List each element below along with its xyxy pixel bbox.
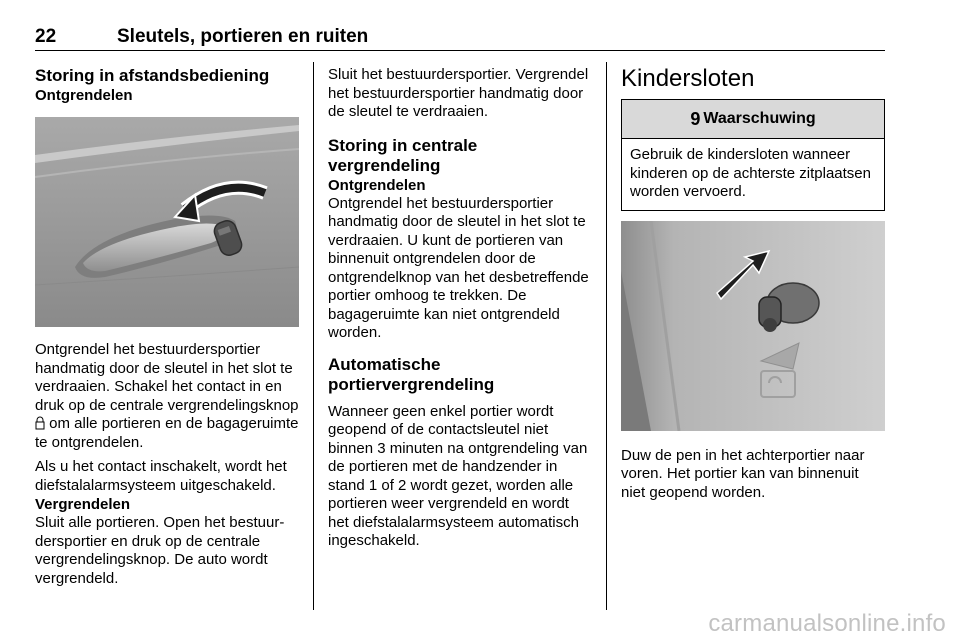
unlock-text-2: Ontgrendel het bestuurdersportier handmatig door de sleutel in het slot te verdraaien. U kunt de portieren van binnenuit ontgrendelen door de ontgrendelknop van het desbetreffende portier omhoog te trekken. De bagageruimte kan niet ontgrendeld worden.	[328, 194, 589, 341]
warning-header	[622, 100, 884, 139]
page-number: 22	[35, 26, 57, 47]
warning-title: Waarschuwing	[703, 110, 816, 127]
central-lock-icon	[35, 416, 45, 430]
column-3	[621, 60, 885, 502]
warning-icon: 9	[690, 108, 701, 129]
intro-text: Sluit het bestuurdersportier. Vergrendel het bestuurdersportier handmatig door de sleutel te verdraaien.	[328, 66, 589, 120]
alarm-note: Als u het contact inschakelt, wordt het diefstalalarmsysteem uitgeschakeld.	[35, 458, 287, 494]
remote-failure-title: Storing in afstandsbediening	[35, 66, 270, 85]
warning-text: Gebruik de kindersloten wanneer kinderen op de achterste zitplaatsen worden vervoerd.	[630, 146, 871, 200]
child-lock-illustration	[621, 221, 885, 431]
unlock-instructions: Ontgrendel het bestuurdersportier handmatig door de sleutel in het slot te verdraaien. Schakel het contact in en druk op de centrale vergrendelingsknop om alle portieren en de bagageruimte te ontgrendelen.	[35, 341, 299, 451]
lock-instructions: Sluit alle portieren. Open het bestuurdersportier en druk op de centrale vergrendelingsknop. De auto wordt vergrendeld.	[35, 514, 285, 587]
central-locking-failure-title: Storing in centrale vergrendeling	[328, 135, 478, 175]
warning-box	[621, 99, 885, 211]
column-2	[328, 60, 592, 551]
header-rule	[35, 50, 885, 51]
unlock-heading-2: Ontgrendelen	[328, 176, 426, 194]
lock-heading: Vergrendelen	[35, 496, 131, 513]
watermark: carmanualsonline.info	[708, 610, 946, 637]
child-lock-caption: Duw de pen in het achterportier naar voren. Het portier kan van binnenuit niet geopend worden.	[621, 446, 865, 501]
column-divider-right	[606, 62, 607, 610]
door-handle-illustration	[35, 117, 299, 327]
chapter-title: Sleutels, portieren en ruiten	[117, 26, 369, 47]
column-1	[35, 60, 299, 588]
auto-locking-title: Automatische portiervergrendeling	[328, 354, 495, 394]
column-divider-left	[313, 62, 314, 610]
auto-locking-text: Wanneer geen enkel portier wordt geopend of de contactsleutel niet binnen 3 minuten na ontgrendeling van de portieren met de handzender in stand 1 of 2 wordt gezet, worden alle portieren weer vergrendeld en wordt het diefstalalarmsysteem automatisch ingeschakeld.	[328, 402, 588, 549]
unlock-heading: Ontgrendelen	[35, 87, 133, 104]
child-locks-title: Kindersloten	[621, 65, 755, 92]
